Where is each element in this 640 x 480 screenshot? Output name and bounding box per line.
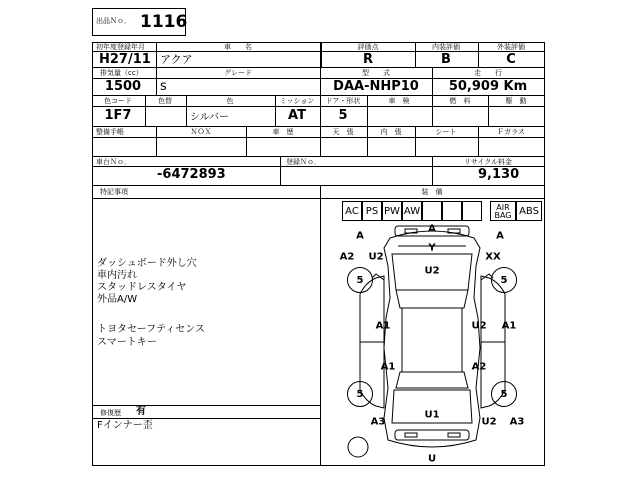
- grade-value: s: [160, 79, 167, 94]
- model-label: 型 式: [362, 69, 390, 77]
- score-value: R: [362, 52, 374, 67]
- damage-code: A3: [509, 416, 525, 428]
- drive-label: 駆 動: [505, 97, 527, 105]
- color-value: シルバー: [190, 112, 230, 123]
- car-name-value: アクア: [160, 53, 193, 66]
- recycle-label: リサイクル料金: [463, 158, 513, 166]
- first-reg-value: H27/11: [99, 52, 151, 67]
- equipment-abs: ABS: [516, 201, 542, 221]
- tire-rear-right: 5: [491, 381, 517, 407]
- damage-code: Y: [428, 242, 436, 254]
- damage-code: U2: [368, 251, 384, 263]
- ceiling-label: 天 張: [332, 128, 354, 136]
- displacement-value: 1500: [104, 79, 142, 94]
- damage-code: A: [428, 223, 436, 235]
- damage-code: A1: [501, 320, 517, 332]
- equipment-pw: PW: [382, 201, 402, 221]
- note-line: 外品A/W: [97, 294, 138, 305]
- note-line: スマートキー: [97, 337, 157, 348]
- seat-label: シート: [435, 128, 457, 136]
- first-reg-label: 初年度登録年月: [96, 43, 145, 51]
- interior-label: 内 張: [380, 128, 402, 136]
- equipment-label: 装 備: [421, 188, 443, 196]
- damage-code: A1: [375, 320, 391, 332]
- damage-code: A1: [380, 361, 396, 373]
- score-label: 評価点: [357, 43, 379, 51]
- damage-code: U: [427, 453, 437, 465]
- damage-code: A: [496, 230, 504, 242]
- repair-note: Fインナー歪: [97, 420, 153, 431]
- transmission-label: ミッション: [279, 97, 315, 105]
- doors-shape-label: ドア・形状: [325, 97, 361, 105]
- mileage-label: 走 行: [474, 69, 502, 77]
- chassis-value: -6472893: [157, 167, 226, 182]
- grade-label: グレード: [224, 69, 252, 77]
- interior-score-label: 内装評価: [432, 43, 460, 51]
- chassis-label: 車台Ｎｏ．: [96, 158, 131, 166]
- damage-code: U2: [481, 416, 497, 428]
- mileage-value: 50,909 Km: [448, 79, 528, 94]
- history-label: 車 歴: [272, 128, 294, 136]
- manual-label: 整備手帳: [96, 128, 124, 136]
- lot-number: 1116: [140, 12, 188, 32]
- fglass-label: Ｆガラス: [497, 128, 525, 136]
- note-line: スタッドレスタイヤ: [97, 282, 187, 293]
- note-line: ダッシュボード外し穴: [97, 258, 197, 269]
- equipment-ps: PS: [362, 201, 382, 221]
- displacement-label: 排気量（cc）: [100, 69, 143, 77]
- inspection-label: 車 検: [388, 97, 410, 105]
- exterior-score-value: C: [506, 52, 516, 67]
- damage-code: A2: [471, 361, 487, 373]
- damage-code: XX: [485, 251, 501, 263]
- tire-front-left: 5: [347, 267, 373, 293]
- color-label: 色: [226, 97, 234, 105]
- color-code-value: 1F7: [104, 108, 132, 123]
- tire-rear-left: 5: [347, 381, 373, 407]
- repair-value: 有: [136, 406, 146, 417]
- damage-code: U1: [424, 409, 440, 421]
- color-change-label: 色替: [158, 97, 172, 105]
- equipment-aw: AW: [402, 201, 422, 221]
- exterior-score-label: 外装評価: [497, 43, 525, 51]
- recycle-value: 9,130: [478, 167, 520, 182]
- model-value: DAA-NHP10: [333, 79, 419, 94]
- color-code-label: 色コード: [104, 97, 132, 105]
- car-name-label: 車 名: [224, 43, 252, 51]
- equipment-ac: AC: [342, 201, 362, 221]
- damage-code: A: [356, 230, 364, 242]
- doors-value: 5: [338, 108, 348, 123]
- damage-code: U2: [471, 320, 487, 332]
- note-line: トヨタセーフティセンス: [97, 324, 205, 335]
- repair-label: 修復歴: [100, 409, 121, 417]
- tire-front-right: 5: [491, 267, 517, 293]
- damage-code: A3: [370, 416, 386, 428]
- transmission-value: AT: [288, 108, 306, 123]
- damage-code: A2: [339, 251, 355, 263]
- note-line: 車内汚れ: [97, 270, 137, 281]
- equipment-airbag: AIR BAG: [490, 201, 516, 221]
- registration-label: 登録Ｎｏ．: [286, 158, 321, 166]
- lot-number-label: 出品Ｎｏ．: [96, 17, 131, 25]
- nox-label: ＮＯＸ: [190, 128, 212, 136]
- notes-label: 特記事項: [100, 188, 128, 196]
- damage-code: U2: [424, 265, 440, 277]
- fuel-label: 燃 料: [449, 97, 471, 105]
- interior-score-value: B: [441, 52, 451, 67]
